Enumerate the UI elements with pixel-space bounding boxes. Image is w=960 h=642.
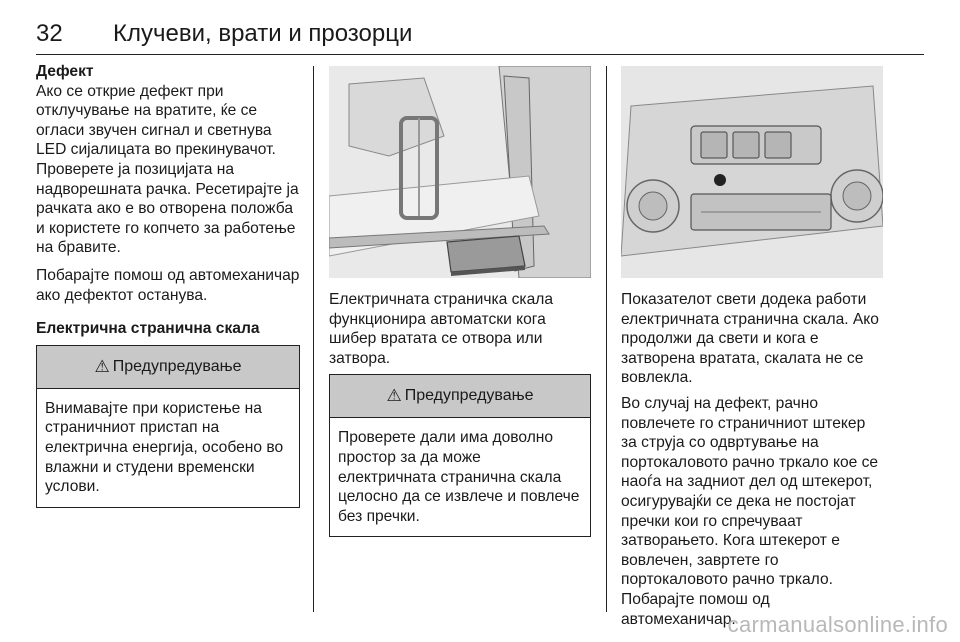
warning-icon: ⚠ (386, 386, 402, 406)
page-title: Клучеви, врати и прозорци (113, 20, 413, 47)
defect-paragraph: Ако се открие дефект при отклучување на вратите, ќе се огласи звучен сигнал и светнува LED сијалицата во прекинувачот. Проверете ја позицијата на надворешната рачка. Ресетирајте ја рачката ако е во отворена положба и користете го копчето за работење на бравите. (36, 82, 299, 257)
warning-text: Внимавајте при користење на страничниот пристап на електрична енергија, особено во влажни и студени временски услови. (45, 399, 284, 496)
column-2 (329, 62, 591, 537)
help-paragraph: Побарајте помош од автомеханичар ако дефектот останува. (36, 266, 300, 304)
warning-header (330, 375, 590, 418)
warning-text: Проверете дали има доволно простор за да може електричната странична скала целосно да се извлече и повлече без пречки. (338, 429, 580, 525)
column-3 (621, 62, 885, 637)
indicator-paragraph: Показателот свети додека работи електричната странична скала. Ако продолжи да свети и кога е затворена вратата, скалата не се вовлекла. (621, 291, 879, 387)
watermark: carmanualsonline.info (727, 612, 948, 637)
dashboard-switch-panel-illustration (621, 66, 883, 278)
step-description: Електричната страничка скала функционира автоматски кога шибер вратата се отвора или затвора. (329, 291, 554, 367)
page-header (36, 14, 924, 55)
fault-paragraph: Во случај на дефект, рачно повлечете го страничниот штекер за струја со одвртување на портокаловото рачно тркало кое се наоѓа на задниот дел од штекерот, осигурувајќи се дека не постојат пречки кои го спречуваат затворањето. Кога штекерот е вовлечен, завртете го портокаловото рачно тркало. Побарајте помош од автомеханичар. (621, 394, 879, 628)
column-1 (36, 62, 300, 508)
warning-box (36, 345, 300, 508)
defect-heading: Дефект (36, 63, 94, 80)
warning-box (329, 374, 591, 537)
warning-header (37, 346, 299, 389)
page-number: 32 (36, 20, 63, 47)
warning-title: Предупредување (404, 387, 534, 405)
column-divider (313, 66, 314, 612)
van-side-step-illustration (329, 66, 591, 278)
step-heading: Електрична странична скала (36, 320, 260, 338)
column-divider (606, 66, 607, 612)
warning-title: Предупредување (112, 357, 242, 375)
warning-icon: ⚠ (94, 356, 110, 376)
